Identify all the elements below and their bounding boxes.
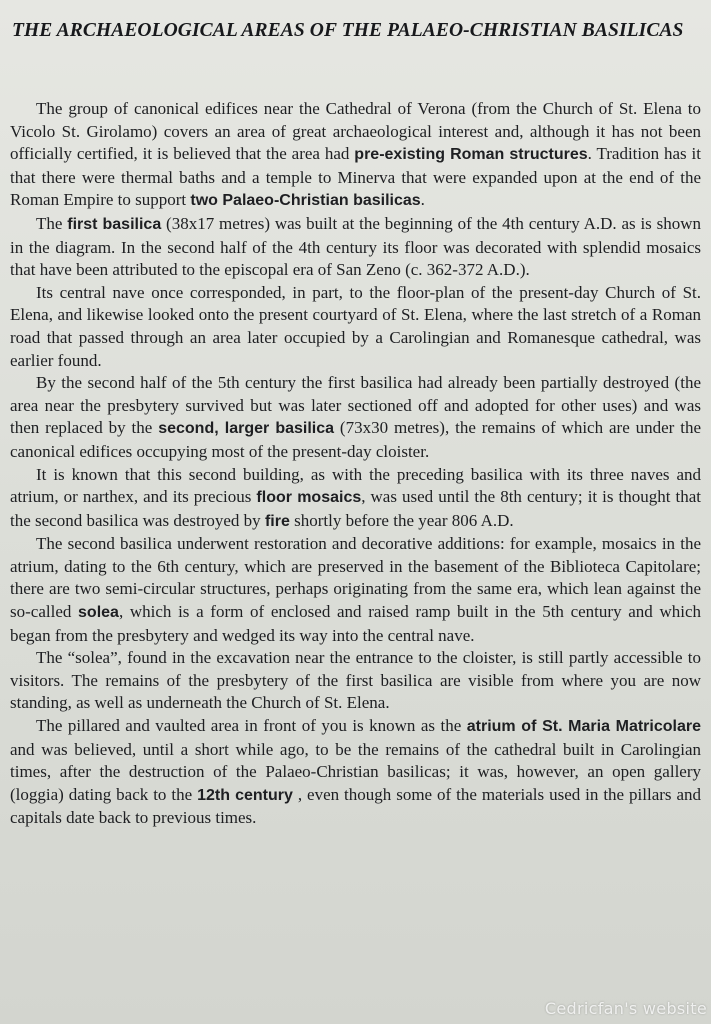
- text-run: , which is a form of enclosed and raised ramp built in the 5th century and which began from the presbytery and wedged its way into the central nave.: [10, 602, 701, 645]
- text-run: . Tradition has it that there were thermal baths and a temple to Minerva that were expanded upon at the end of the Roman Empire to support: [10, 144, 701, 210]
- body-paragraph: [10, 213, 701, 282]
- body-paragraph: [10, 464, 701, 534]
- emphasized-text: two Palaeo-Christian basilicas: [190, 192, 421, 210]
- text-run: shortly before the year 806 A.D.: [289, 510, 514, 530]
- panel-title: THE ARCHAEOLOGICAL AREAS OF THE PALAEO-CHRISTIAN BASILICAS: [12, 20, 684, 41]
- body-paragraph: [10, 533, 701, 647]
- text-run: The: [36, 213, 68, 233]
- text-run: .: [420, 190, 425, 210]
- text-run: , even though some of the materials used in the pillars and capitals date back to previous times.: [10, 784, 702, 828]
- text-run: By the second half of the 5th century the first basilica had already been partially destroyed (the area near the presbytery survived but was later sectioned off and adopted for other uses) and was then replaced by the: [10, 373, 701, 438]
- text-run: The “solea”, found in the excavation near the entrance to the cloister, is still partly accessible to visitors. The remains of the presbytery of the first basilica are visible from where you are now standing, as well as underneath the Church of St. Elena.: [10, 648, 701, 713]
- body-paragraph: [10, 372, 701, 463]
- body-paragraph: [10, 715, 701, 830]
- body-paragraph: [10, 647, 701, 715]
- emphasized-text: atrium of St. Maria Matricolare: [466, 718, 701, 736]
- emphasized-text: fire: [264, 512, 290, 530]
- body-paragraph: [10, 98, 701, 213]
- text-run: (38x17 metres) was built at the beginning of the 4th century A.D. as is shown in the diagram. In the second half of the 4th century its floor was decorated with splendid mosaics that have been attributed to the episcopal era of San Zeno (c. 362-372 A.D.).: [10, 213, 701, 280]
- text-run: (73x30 metres), the remains of which are under the canonical edifices occupying most of the present-day cloister.: [10, 418, 702, 461]
- text-run: The group of canonical edifices near the Cathedral of Verona (from the Church of St. Elena to Vicolo St. Girolamo) covers an area of great archaeological interest and, although it has not been officially certified, it is believed that the area had: [10, 99, 701, 164]
- text-run: , was used until the 8th century; it is thought that the second basilica was destroyed by: [10, 487, 702, 530]
- body-paragraph: [10, 282, 701, 372]
- emphasized-text: 12th century: [197, 786, 293, 804]
- text-run: It is known that this second building, as with the preceding basilica with its three naves and atrium, or narthex, and its precious: [10, 464, 701, 507]
- text-run: Its central nave once corresponded, in part, to the floor-plan of the present-day Church of St. Elena, and likewise looked onto the present courtyard of St. Elena, where the last stretch of a Roman road that passed through an area later occupied by a Carolingian and Romanesque cathedral, was earlier found.: [10, 282, 701, 370]
- emphasized-text: solea: [78, 604, 119, 622]
- panel-body-text: [10, 98, 705, 830]
- text-run: The pillared and vaulted area in front of you is known as the: [36, 716, 467, 736]
- emphasized-text: floor mosaics: [256, 489, 362, 507]
- website-watermark: Cedricfan's website: [544, 999, 707, 1018]
- text-run: and was believed, until a short while ago, to be the remains of the cathedral built in Carolingian times, after the destruction of the Palaeo-Christian basilicas; it was, however, an open gallery (loggia) dating back to the: [10, 739, 701, 804]
- emphasized-text: first basilica: [67, 215, 162, 233]
- text-run: The second basilica underwent restoration and decorative additions: for example, mosaics in the atrium, dating to the 6th century, which are preserved in the basement of the Biblioteca Capitolare; there are two semi-circular structures, perhaps originating from the same era, which lean against the so-called: [10, 534, 701, 622]
- emphasized-text: second, larger basilica: [158, 420, 335, 438]
- emphasized-text: pre-existing Roman structures: [354, 146, 588, 164]
